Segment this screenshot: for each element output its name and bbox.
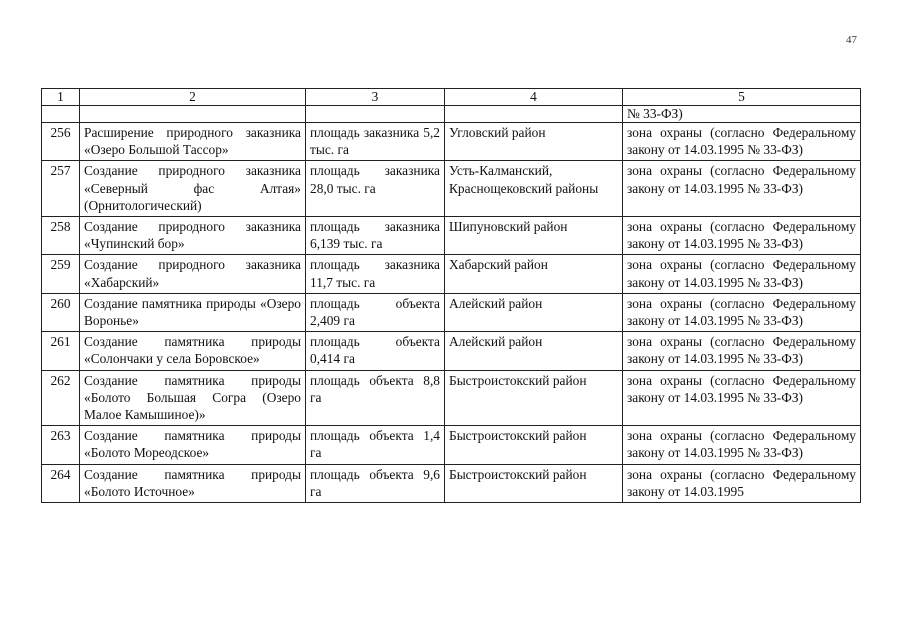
cell-district: Хабарский район <box>445 255 623 293</box>
cell-number <box>42 106 80 123</box>
cell-name: Создание природного заказника «Хабарский» <box>80 255 306 293</box>
cell-name <box>80 106 306 123</box>
cell-area: площадь заказника 5,2 тыс. га <box>306 123 445 161</box>
cell-number: 263 <box>42 426 80 464</box>
cell-zone: зона охраны (согласно Федеральному закону от 14.03.1995 № 33-ФЗ) <box>623 123 861 161</box>
table-row <box>42 255 861 293</box>
cell-name: Создание памятника природы «Болото Мореодское» <box>80 426 306 464</box>
cell-area: площадь объекта 8,8 га <box>306 370 445 426</box>
cell-area: площадь заказника 11,7 тыс. га <box>306 255 445 293</box>
column-header: 4 <box>445 89 623 106</box>
cell-name: Создание памятника природы «Озеро Воронье» <box>80 293 306 331</box>
column-header: 2 <box>80 89 306 106</box>
table-row <box>42 426 861 464</box>
cell-number: 256 <box>42 123 80 161</box>
cell-number: 262 <box>42 370 80 426</box>
cell-area: площадь объекта 1,4 га <box>306 426 445 464</box>
cell-area <box>306 106 445 123</box>
cell-area: площадь объекта 9,6 га <box>306 464 445 502</box>
cell-area: площадь заказника 28,0 тыс. га <box>306 161 445 217</box>
column-header: 3 <box>306 89 445 106</box>
column-header: 5 <box>623 89 861 106</box>
table-row <box>42 332 861 370</box>
cell-number: 259 <box>42 255 80 293</box>
cell-district: Угловский район <box>445 123 623 161</box>
cell-zone: зона охраны (согласно Федеральному закону от 14.03.1995 № 33-ФЗ) <box>623 217 861 255</box>
cell-number: 260 <box>42 293 80 331</box>
cell-district: Усть-Калманский, Краснощековский районы <box>445 161 623 217</box>
objects-table <box>41 88 861 503</box>
table-row <box>42 217 861 255</box>
cell-name: Создание природного заказника «Северный фас Алтая» (Орнитологический) <box>80 161 306 217</box>
table-header-row <box>42 89 861 106</box>
cell-number: 264 <box>42 464 80 502</box>
cell-area: площадь заказника 6,139 тыс. га <box>306 217 445 255</box>
table-row <box>42 464 861 502</box>
cell-district <box>445 106 623 123</box>
table-row <box>42 370 861 426</box>
cell-number: 258 <box>42 217 80 255</box>
cell-district: Шипуновский район <box>445 217 623 255</box>
cell-area: площадь объекта 2,409 га <box>306 293 445 331</box>
cell-district: Быстроистокский район <box>445 426 623 464</box>
table-row-continued <box>42 106 861 123</box>
cell-district: Быстроистокский район <box>445 370 623 426</box>
cell-zone: зона охраны (согласно Федеральному закону от 14.03.1995 № 33-ФЗ) <box>623 293 861 331</box>
cell-number: 261 <box>42 332 80 370</box>
cell-zone: № 33-ФЗ) <box>623 106 861 123</box>
cell-zone: зона охраны (согласно Федеральному закону от 14.03.1995 № 33-ФЗ) <box>623 332 861 370</box>
cell-district: Быстроистокский район <box>445 464 623 502</box>
cell-name: Создание памятника природы «Солончаки у села Боровское» <box>80 332 306 370</box>
cell-zone: зона охраны (согласно Федеральному закону от 14.03.1995 № 33-ФЗ) <box>623 161 861 217</box>
cell-zone: зона охраны (согласно Федеральному закону от 14.03.1995 № 33-ФЗ) <box>623 426 861 464</box>
cell-zone: зона охраны (согласно Федеральному закону от 14.03.1995 № 33-ФЗ) <box>623 255 861 293</box>
cell-name: Создание памятника природы «Болото Источное» <box>80 464 306 502</box>
cell-name: Создание природного заказника «Чупинский бор» <box>80 217 306 255</box>
page-number: 47 <box>846 34 857 46</box>
cell-name: Расширение природного заказника «Озеро Большой Тассор» <box>80 123 306 161</box>
cell-number: 257 <box>42 161 80 217</box>
cell-zone: зона охраны (согласно Федеральному закону от 14.03.1995 <box>623 464 861 502</box>
table-row <box>42 123 861 161</box>
cell-area: площадь объекта 0,414 га <box>306 332 445 370</box>
table-row <box>42 161 861 217</box>
column-header: 1 <box>42 89 80 106</box>
cell-district: Алейский район <box>445 332 623 370</box>
cell-district: Алейский район <box>445 293 623 331</box>
cell-name: Создание памятника природы «Болото Большая Согра (Озеро Малое Камышиное)» <box>80 370 306 426</box>
table-row <box>42 293 861 331</box>
cell-zone: зона охраны (согласно Федеральному закону от 14.03.1995 № 33-ФЗ) <box>623 370 861 426</box>
